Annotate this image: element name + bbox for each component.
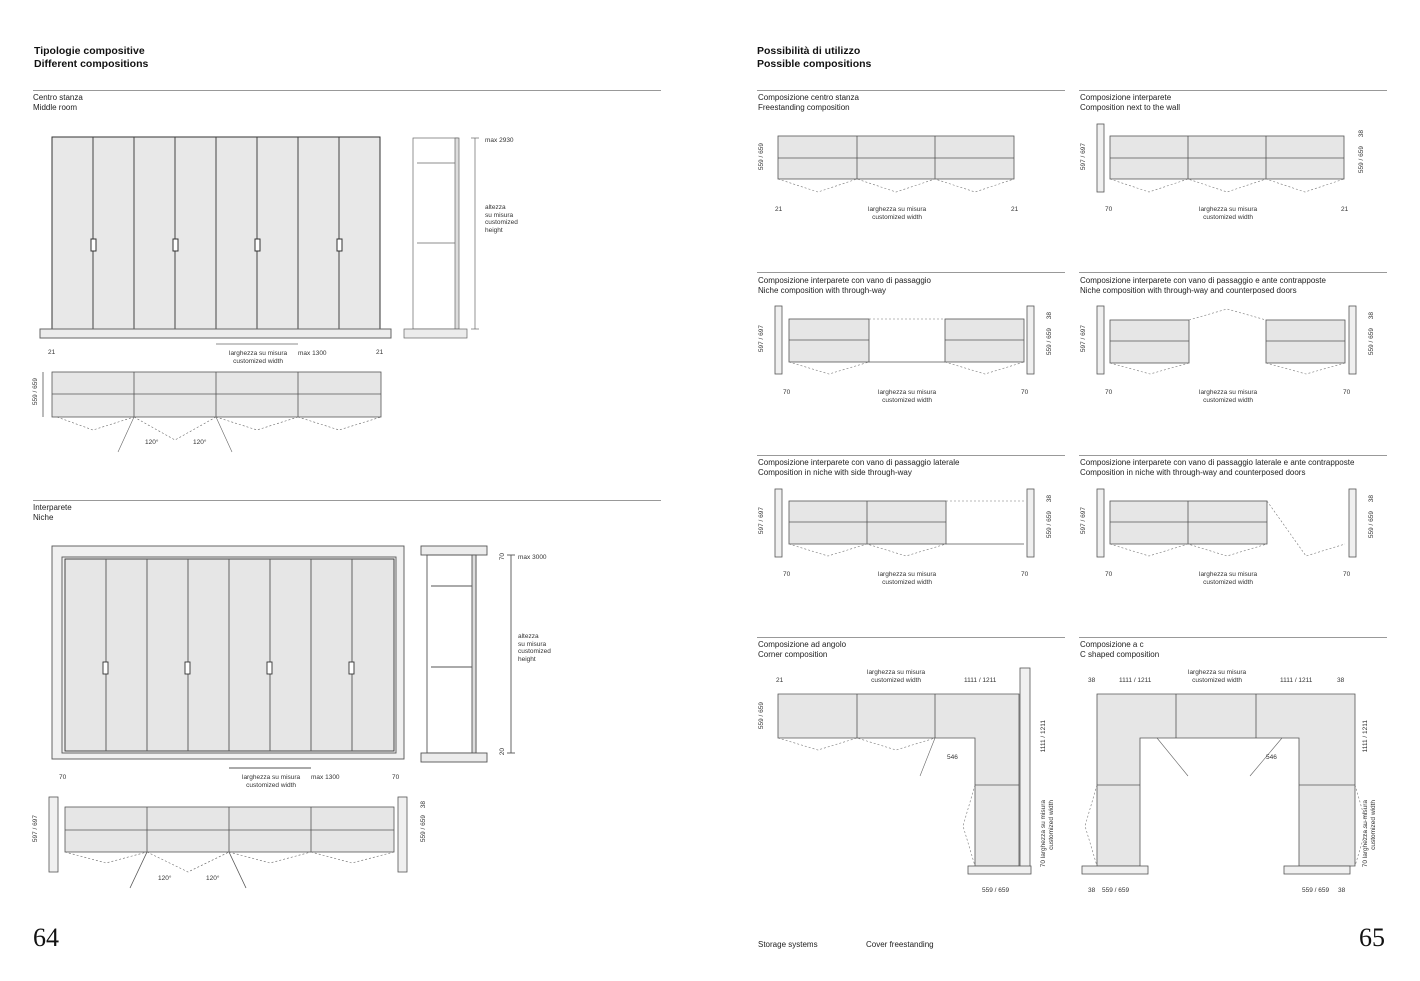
dim-bottom: 38 [1338, 887, 1346, 894]
width-label: larghezza su misura customized width [867, 669, 926, 684]
width-label: larghezza su misura customized width [878, 389, 937, 404]
title-it: Tipologie compositive [34, 45, 145, 57]
depth-label: 597 / 697 [32, 815, 39, 843]
panel-label: Composizione interparete Composition next to the wall [1080, 93, 1181, 112]
inner-dim: 546 [1266, 754, 1277, 761]
depth-label: 559 / 659 [758, 702, 765, 730]
dim-right: 21 [1341, 206, 1349, 213]
width-label: larghezza su misura customized width [878, 571, 937, 586]
angle-label: 120° [206, 875, 220, 882]
depth-label: 559 / 659 [1046, 511, 1053, 539]
side-max: max 2930 [485, 137, 514, 144]
depth-label: 597 / 697 [758, 325, 765, 353]
angle-label: 120° [158, 875, 172, 882]
dim-left: 21 [775, 206, 783, 213]
page-number: 65 [1359, 923, 1385, 952]
width-max: max 1300 [311, 774, 340, 781]
panel-label: Composizione interparete con vano di passaggio laterale Composition in niche with side through-way [758, 458, 960, 477]
dim-left: 70 [783, 389, 791, 396]
side-height-label: altezza su misura customized height [485, 204, 518, 234]
angle-label: 120° [193, 439, 207, 446]
side-height-label: altezza su misura customized height [518, 633, 551, 663]
dim-side: 1111 / 1211 [1040, 720, 1047, 753]
depth-extra: 38 [1358, 130, 1365, 138]
depth-extra: 38 [1046, 312, 1053, 320]
dim-left: 70 [1105, 389, 1113, 396]
depth-label: 559 / 659 [420, 815, 427, 843]
width-label: larghezza su misura [1040, 800, 1047, 859]
width-label: larghezza su misura customized width [1188, 669, 1247, 684]
width-label: customized width [1370, 800, 1377, 850]
section-label-niche: Interparete Niche [33, 503, 72, 522]
dim-top-right: 1111 / 1211 [964, 677, 997, 684]
panel-label: Composizione interparete con vano di passaggio laterale e ante contrapposte Composition in niche with through-way and counterposed doors [1080, 458, 1355, 477]
footer-product: Cover freestanding [866, 940, 934, 949]
depth-label: 559 / 659 [1046, 328, 1053, 356]
depth-extra: 38 [1368, 495, 1375, 503]
dim-left: 21 [48, 349, 56, 356]
dim-left: 70 [1105, 571, 1113, 578]
footer-section: Storage systems [758, 940, 818, 949]
dim-top-right2: 1111 / 1211 [1280, 677, 1313, 684]
side-max: max 3000 [518, 554, 547, 561]
dim-bottom: 559 / 659 [1102, 887, 1130, 894]
panel-label: Composizione centro stanza Freestanding composition [758, 93, 859, 112]
section-label-middle: Centro stanza Middle room [33, 93, 83, 112]
dim-left: 70 [1105, 206, 1113, 213]
angle-label: 120° [145, 439, 159, 446]
depth-label: 597 / 697 [1080, 507, 1087, 535]
dim-top-right: 38 [1337, 677, 1345, 684]
dim-right: 70 [1343, 389, 1351, 396]
dim-right: 70 [1021, 389, 1029, 396]
depth-label: 597 / 697 [1080, 143, 1087, 171]
depth-label: 559 / 659 [1368, 328, 1375, 356]
width-label: larghezza su misura customized width [868, 206, 927, 221]
dim-right: 21 [376, 349, 384, 356]
depth-extra: 38 [420, 801, 427, 809]
depth-label: 559 / 659 [758, 143, 765, 171]
inner-dim: 546 [947, 754, 958, 761]
panel-label: Composizione interparete con vano di passaggio e ante contrapposte Niche composition with through-way and counterposed doors [1080, 276, 1326, 295]
side-top: 70 [499, 553, 506, 561]
panel-label: Composizione a c C shaped composition [1080, 640, 1160, 659]
page-title: Possibilità di utilizzo Possible compositions [757, 45, 872, 70]
depth-label: 559 / 659 [1368, 511, 1375, 539]
depth-label: 597 / 697 [1080, 325, 1087, 353]
panel-label: Composizione ad angolo Corner composition [758, 640, 847, 659]
depth-label: 559 / 659 [32, 378, 39, 406]
title-en: Different compositions [34, 58, 149, 70]
width-label: customized width [1048, 800, 1055, 850]
dim-bottom: 559 / 659 [982, 887, 1010, 894]
dim-right: 21 [1011, 206, 1019, 213]
dim-left: 70 [59, 774, 67, 781]
depth-label: 597 / 697 [758, 507, 765, 535]
width-label: larghezza su misura customized width [1199, 571, 1258, 586]
dim-bottom: 559 / 659 [1302, 887, 1330, 894]
panel-label: Composizione interparete con vano di passaggio Niche composition with through-way [758, 276, 931, 295]
dim-bottom-right: 70 [1040, 860, 1047, 868]
width-label: larghezza su misura customized width [229, 350, 288, 365]
dim-top-left: 21 [776, 677, 784, 684]
width-label: larghezza su misura customized width [242, 774, 301, 789]
depth-label: 559 / 659 [1358, 146, 1365, 174]
dim-top-left2: 1111 / 1211 [1119, 677, 1152, 684]
dim-right: 70 [1343, 571, 1351, 578]
dim-top-left: 38 [1088, 677, 1096, 684]
dim-left: 70 [783, 571, 791, 578]
dim-bottom-right: 70 [1362, 860, 1369, 868]
depth-extra: 38 [1046, 495, 1053, 503]
width-label: larghezza su misura [1362, 800, 1369, 859]
width-label: larghezza su misura customized width [1199, 389, 1258, 404]
dim-side: 1111 / 1211 [1362, 720, 1369, 753]
depth-extra: 38 [1368, 312, 1375, 320]
dim-right: 70 [392, 774, 400, 781]
width-label: larghezza su misura customized width [1199, 206, 1258, 221]
dim-bottom: 38 [1088, 887, 1096, 894]
dim-right: 70 [1021, 571, 1029, 578]
page-number: 64 [33, 923, 59, 952]
width-max: max 1300 [298, 350, 327, 357]
side-bottom: 20 [499, 748, 506, 756]
